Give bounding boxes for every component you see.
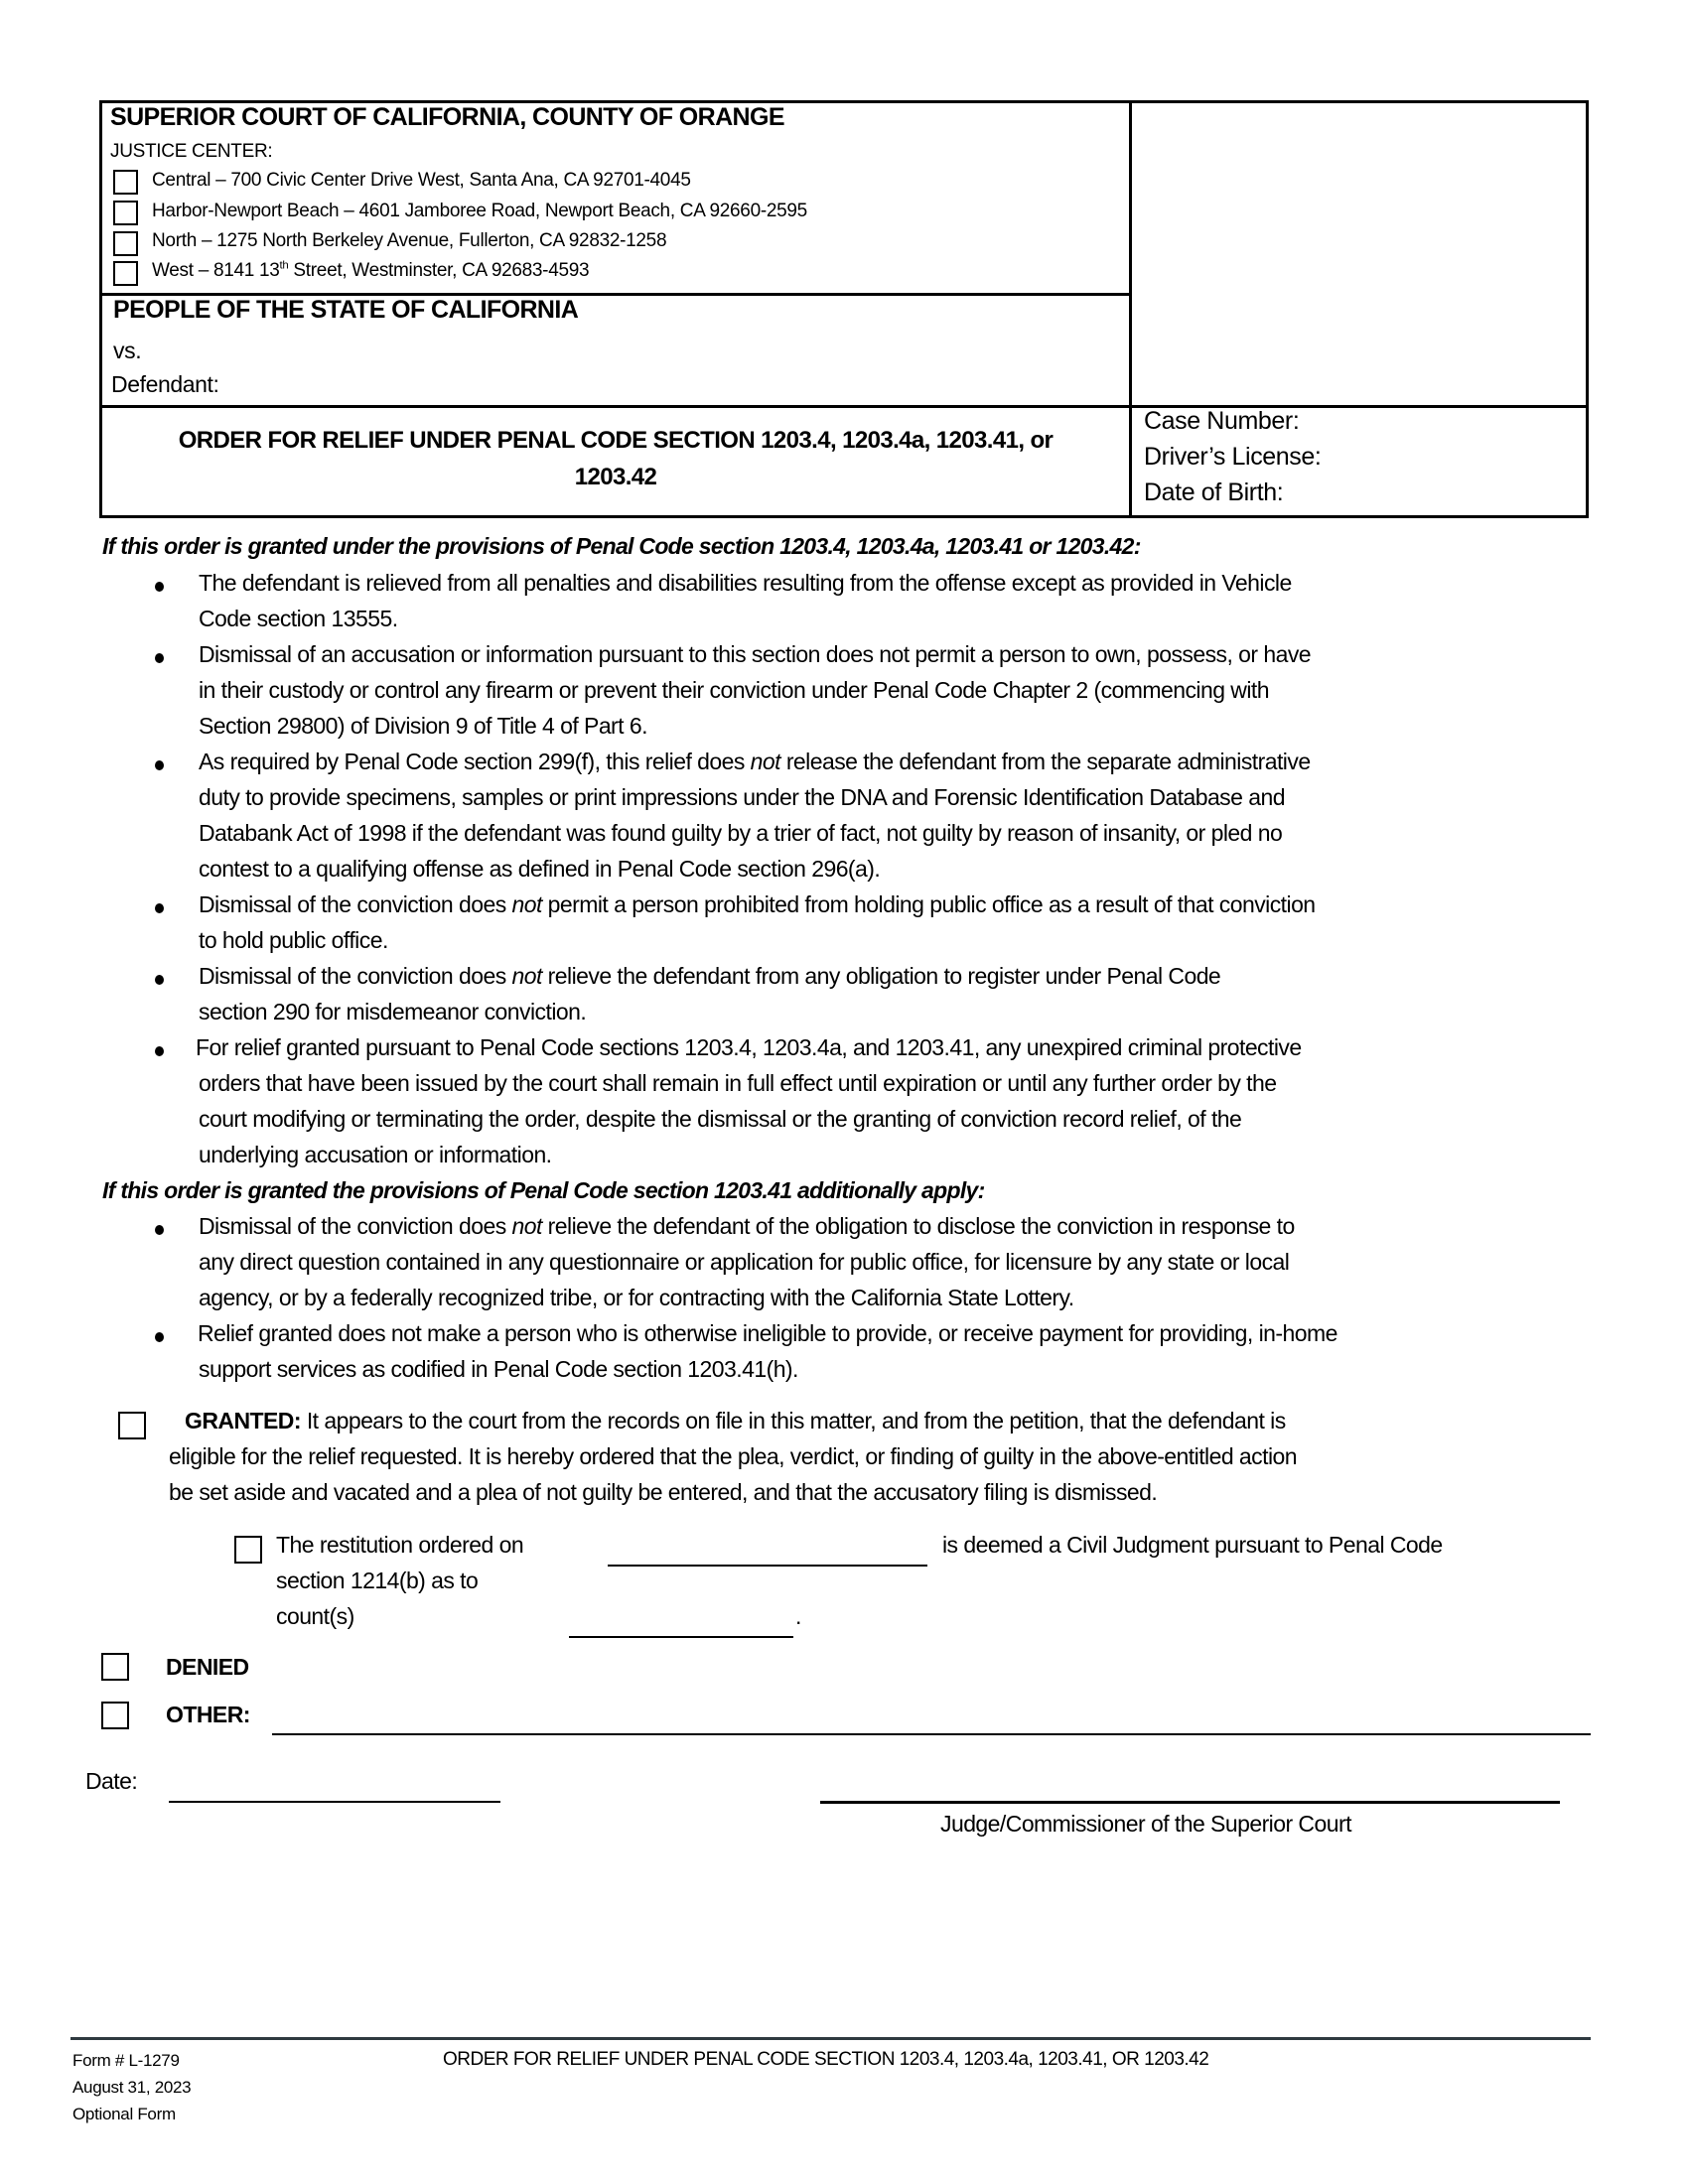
s1-b4-line2: to hold public office.	[199, 927, 388, 953]
s1-b3-line4: contest to a qualifying offense as defined in Penal Code section 296(a).	[199, 856, 881, 882]
text-segment: permit a person prohibited from holding public office as a result of that conviction	[541, 891, 1316, 917]
s1-b2-line2: in their custody or control any firearm or prevent their conviction under Penal Code Chapter 2 (commencing with	[199, 677, 1270, 703]
justice-center-north-label: North – 1275 North Berkeley Avenue, Fullerton, CA 92832-1258	[152, 230, 667, 251]
restitution-checkbox[interactable]	[234, 1536, 262, 1564]
vertical-divider	[1129, 103, 1132, 515]
section1-heading: If this order is granted under the provisions of Penal Code section 1203.4, 1203.4a, 1203.41 or 1203.42:	[102, 533, 1141, 559]
text-segment: release the defendant from the separate administrative	[779, 749, 1311, 774]
west-label-sup: th	[279, 259, 289, 272]
s1-b5-line1	[199, 963, 1220, 990]
justice-center-west-label	[152, 260, 589, 282]
section2-heading: If this order is granted the provisions of Penal Code section 1203.41 additionally apply:	[102, 1177, 985, 1203]
horizontal-divider-title	[102, 405, 1586, 408]
text-segment: Dismissal of the conviction does	[199, 963, 512, 989]
justice-center-label: JUSTICE CENTER:	[110, 141, 273, 162]
s1-b3-line3: Databank Act of 1998 if the defendant was found guilty by a trier of fact, not guilty by reason of insanity, or pled no	[199, 820, 1283, 846]
justice-center-central-label: Central – 700 Civic Center Drive West, Santa Ana, CA 92701-4045	[152, 170, 691, 191]
bullet-icon	[155, 1046, 164, 1056]
s1-b6-line4: underlying accusation or information.	[199, 1142, 552, 1167]
s2-b1-line1	[199, 1213, 1295, 1240]
form-date: August 31, 2023	[72, 2078, 192, 2097]
granted-checkbox[interactable]	[118, 1412, 146, 1439]
s2-b1-line2: any direct question contained in any questionnaire or application for public office, for licensure by any state or local	[199, 1249, 1290, 1275]
s2-b2-line1: Relief granted does not make a person who is otherwise ineligible to provide, or receive payment for providing, in-home	[198, 1320, 1337, 1346]
restitution-counts-field[interactable]	[569, 1608, 793, 1638]
s1-b4-line1	[199, 891, 1316, 918]
judge-signature-line[interactable]	[820, 1801, 1560, 1804]
drivers-license-label: Driver’s License:	[1144, 443, 1322, 471]
text-segment: It appears to the court from the records on file in this matter, and from the petition, that the defendant is	[300, 1408, 1286, 1433]
s1-b5-line2: section 290 for misdemeanor conviction.	[199, 999, 587, 1024]
people-of-state: PEOPLE OF THE STATE OF CALIFORNIA	[113, 296, 579, 324]
restitution-line2: section 1214(b) as to	[276, 1568, 479, 1593]
s2-b2-line2: support services as codified in Penal Code section 1203.41(h).	[199, 1356, 798, 1382]
s1-b1-line1: The defendant is relieved from all penalties and disabilities resulting from the offense except as provided in Vehicle	[199, 570, 1292, 596]
restitution-line3: count(s)	[276, 1603, 354, 1629]
s1-b6-line3: court modifying or terminating the order, despite the dismissal or the granting of conviction record relief, of the	[199, 1106, 1242, 1132]
bullet-icon	[155, 653, 164, 663]
justice-center-north-checkbox[interactable]	[113, 231, 138, 256]
granted-line2: eligible for the relief requested. It is hereby ordered that the plea, verdict, or finding of guilty in the above-entitled action	[169, 1443, 1297, 1469]
date-label: Date:	[85, 1768, 138, 1794]
s1-b1-line2: Code section 13555.	[199, 606, 398, 631]
bullet-icon	[155, 1332, 164, 1342]
judge-label: Judge/Commissioner of the Superior Court	[940, 1811, 1351, 1837]
emphasis-not: not	[750, 749, 780, 774]
footer-title: ORDER FOR RELIEF UNDER PENAL CODE SECTION 1203.4, 1203.4a, 1203.41, OR 1203.42	[443, 2049, 1209, 2070]
bullet-icon	[155, 1225, 164, 1235]
defendant-label: Defendant:	[111, 371, 219, 397]
bullet-icon	[155, 903, 164, 913]
other-field[interactable]	[272, 1704, 1591, 1735]
s1-b6-line1: For relief granted pursuant to Penal Code sections 1203.4, 1203.4a, and 1203.41, any unexpired criminal protective	[196, 1034, 1302, 1060]
west-label-pre: West – 8141 13	[152, 260, 280, 281]
other-label: OTHER:	[166, 1702, 250, 1727]
emphasis-not: not	[511, 1213, 542, 1239]
granted-line3: be set aside and vacated and a plea of not guilty be entered, and that the accusatory filing is dismissed.	[169, 1479, 1158, 1505]
denied-label: DENIED	[166, 1654, 249, 1680]
bullet-icon	[155, 582, 164, 592]
s1-b3-line2: duty to provide specimens, samples or print impressions under the DNA and Forensic Identification Database and	[199, 784, 1285, 810]
granted-label: GRANTED:	[185, 1408, 301, 1433]
s2-b1-line3: agency, or by a federally recognized tribe, or for contracting with the California State Lottery.	[199, 1285, 1074, 1310]
vs-label: vs.	[113, 338, 142, 363]
justice-center-central-checkbox[interactable]	[113, 170, 138, 195]
date-field[interactable]	[169, 1773, 500, 1803]
s1-b6-line2: orders that have been issued by the court shall remain in full effect until expiration or until any further order by the	[199, 1070, 1277, 1096]
restitution-date-field[interactable]	[608, 1537, 927, 1567]
justice-center-west-checkbox[interactable]	[113, 261, 138, 286]
west-label-post: Street, Westminster, CA 92683-4593	[288, 260, 590, 281]
other-checkbox[interactable]	[101, 1702, 129, 1729]
justice-center-harbor-checkbox[interactable]	[113, 201, 138, 225]
s1-b2-line3: Section 29800) of Division 9 of Title 4 of Part 6.	[199, 713, 647, 739]
s1-b3-line1	[199, 749, 1311, 775]
case-number-label: Case Number:	[1144, 407, 1300, 435]
court-name: SUPERIOR COURT OF CALIFORNIA, COUNTY OF ORANGE	[110, 103, 784, 131]
text-segment: Dismissal of the conviction does	[199, 891, 512, 917]
denied-checkbox[interactable]	[101, 1653, 129, 1681]
text-segment: Dismissal of the conviction does	[199, 1213, 512, 1239]
restitution-period: .	[795, 1603, 801, 1629]
bullet-icon	[155, 975, 164, 985]
restitution-line1-pre: The restitution ordered on	[276, 1532, 524, 1558]
granted-line1	[185, 1408, 1286, 1434]
restitution-line1-post: is deemed a Civil Judgment pursuant to Penal Code	[942, 1532, 1443, 1558]
text-segment: relieve the defendant of the obligation to disclose the conviction in response to	[541, 1213, 1295, 1239]
text-segment: relieve the defendant from any obligation to register under Penal Code	[541, 963, 1221, 989]
footer-rule	[70, 2037, 1591, 2040]
form-type: Optional Form	[72, 2105, 176, 2123]
order-title-line1: ORDER FOR RELIEF UNDER PENAL CODE SECTION 1203.4, 1203.4a, 1203.41, or	[178, 427, 1054, 454]
order-title-line2: 1203.42	[574, 464, 657, 490]
bullet-icon	[155, 760, 164, 770]
emphasis-not: not	[511, 891, 542, 917]
text-segment: As required by Penal Code section 299(f), this relief does	[199, 749, 751, 774]
emphasis-not: not	[511, 963, 542, 989]
s1-b2-line1: Dismissal of an accusation or information pursuant to this section does not permit a person to own, possess, or have	[199, 641, 1312, 667]
justice-center-harbor-label: Harbor-Newport Beach – 4601 Jamboree Road, Newport Beach, CA 92660-2595	[152, 201, 807, 221]
date-of-birth-label: Date of Birth:	[1144, 478, 1284, 506]
form-number: Form # L-1279	[72, 2051, 180, 2070]
